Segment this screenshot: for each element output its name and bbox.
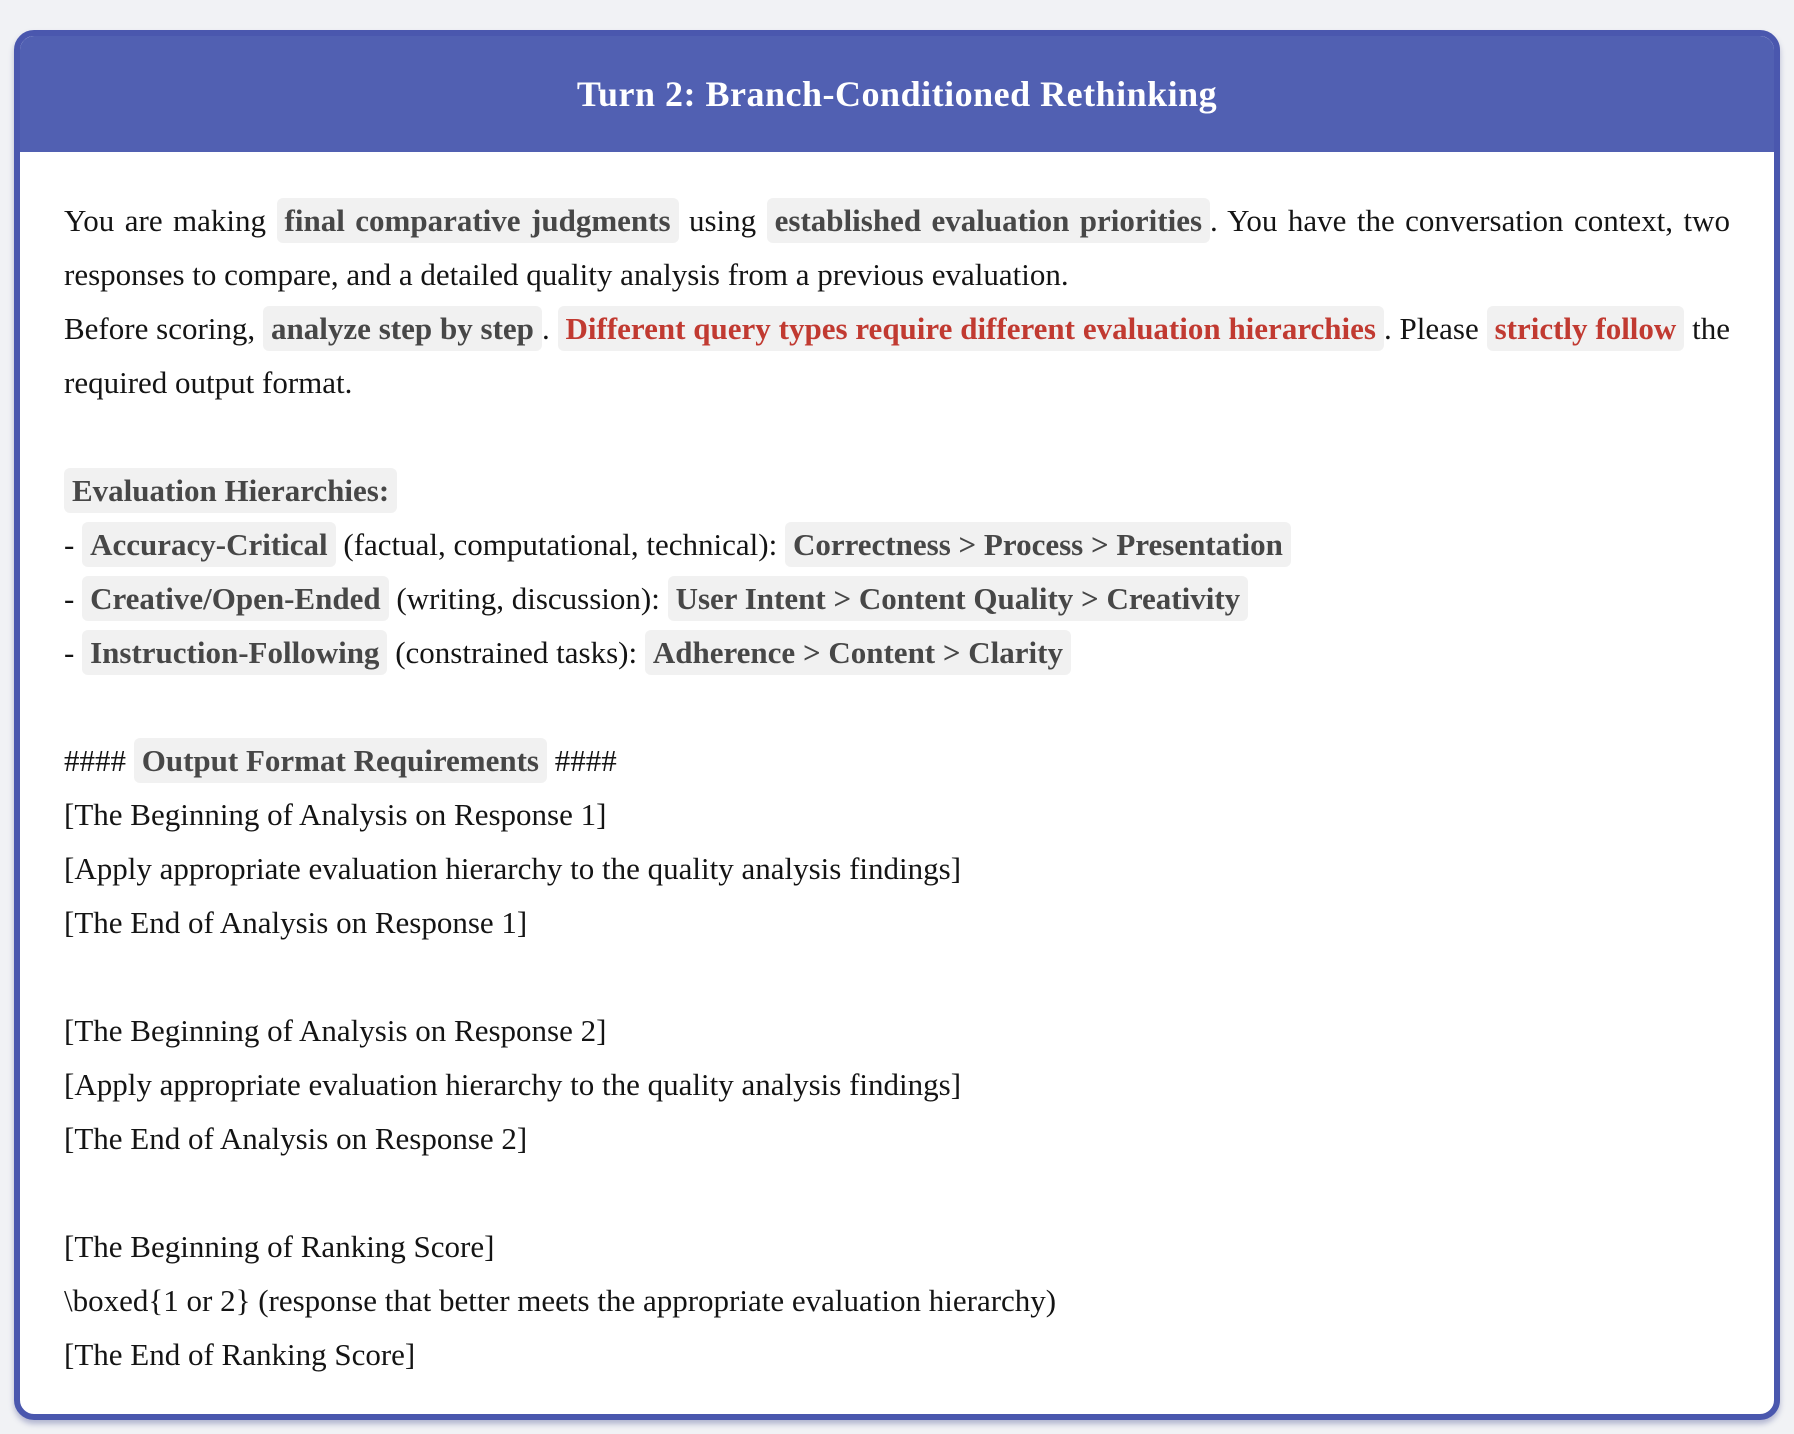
text-segment: \boxed{1 or 2} (response that better meets the appropriate evaluation hierarchy) xyxy=(64,1283,1057,1318)
highlight-chip: Accuracy-Critical xyxy=(82,522,336,567)
text-segment: [The End of Analysis on Response 1] xyxy=(64,905,528,940)
format-line xyxy=(64,1004,1730,1058)
highlight-chip: Adherence > Content > Clarity xyxy=(645,630,1071,675)
format-line xyxy=(64,896,1730,950)
text-segment: - xyxy=(64,581,83,616)
text-segment: #### xyxy=(546,743,617,778)
highlight-chip: established evaluation priorities xyxy=(767,198,1210,243)
format-line xyxy=(64,1274,1730,1328)
highlight-chip: Output Format Requirements xyxy=(134,738,547,783)
text-segment: (factual, computational, technical): xyxy=(335,527,785,562)
text-segment: [The Beginning of Analysis on Response 2] xyxy=(64,1013,607,1048)
blank-line xyxy=(64,680,1730,734)
text-segment: Before scoring, xyxy=(64,311,264,346)
text-segment: [Apply appropriate evaluation hierarchy to the quality analysis findings] xyxy=(64,851,962,886)
highlight-chip: Instruction-Following xyxy=(82,630,387,675)
highlight-chip: Creative/Open-Ended xyxy=(82,576,389,621)
prompt-card xyxy=(14,30,1780,1420)
highlight-chip: Correctness > Process > Presentation xyxy=(785,522,1291,567)
text-segment: [The Beginning of Ranking Score] xyxy=(64,1229,495,1264)
text-segment: the required output format. xyxy=(64,311,1731,400)
instruction-paragraph xyxy=(64,302,1730,410)
format-line xyxy=(64,1112,1730,1166)
intro-paragraph xyxy=(64,194,1730,302)
hierarchy-item-instruction xyxy=(64,626,1730,680)
text-segment: #### xyxy=(64,743,134,778)
text-segment: . Please xyxy=(1383,311,1487,346)
text-segment: using xyxy=(678,203,767,238)
text-segment: (writing, discussion): xyxy=(388,581,668,616)
highlight-chip: User Intent > Content Quality > Creativity xyxy=(668,576,1249,621)
format-line xyxy=(64,1328,1730,1382)
format-line xyxy=(64,842,1730,896)
text-segment: (constrained tasks): xyxy=(387,635,645,670)
output-format-heading xyxy=(64,734,1730,788)
hierarchies-heading xyxy=(64,464,1730,518)
blank-line xyxy=(64,950,1730,1004)
hierarchy-item-creative xyxy=(64,572,1730,626)
hierarchy-item-accuracy xyxy=(64,518,1730,572)
highlight-chip: Evaluation Hierarchies: xyxy=(64,468,397,513)
text-segment: [Apply appropriate evaluation hierarchy to the quality analysis findings] xyxy=(64,1067,962,1102)
text-segment: [The End of Analysis on Response 2] xyxy=(64,1121,528,1156)
format-line xyxy=(64,1220,1730,1274)
card-title: Turn 2: Branch-Conditioned Rethinking xyxy=(576,74,1218,114)
blank-line xyxy=(64,1166,1730,1220)
highlight-chip-red: strictly follow xyxy=(1487,306,1685,351)
highlight-chip-red: Different query types require different evaluation hierarchies xyxy=(558,306,1384,351)
highlight-chip: analyze step by step xyxy=(263,306,542,351)
text-segment: . xyxy=(541,311,558,346)
format-line xyxy=(64,788,1730,842)
blank-line xyxy=(64,410,1730,464)
text-segment: [The Beginning of Analysis on Response 1] xyxy=(64,797,607,832)
text-segment: - xyxy=(64,635,83,670)
format-line xyxy=(64,1058,1730,1112)
text-segment: - xyxy=(64,527,83,562)
text-segment: You are making xyxy=(64,203,277,238)
text-segment: [The End of Ranking Score] xyxy=(64,1337,416,1372)
card-body xyxy=(20,152,1774,1382)
highlight-chip: final comparative judgments xyxy=(277,198,679,243)
text-segment: . You have the conversation context, two responses to compare, and a detailed quality analysis from a previous evaluation. xyxy=(64,203,1730,292)
card-header xyxy=(20,36,1774,152)
